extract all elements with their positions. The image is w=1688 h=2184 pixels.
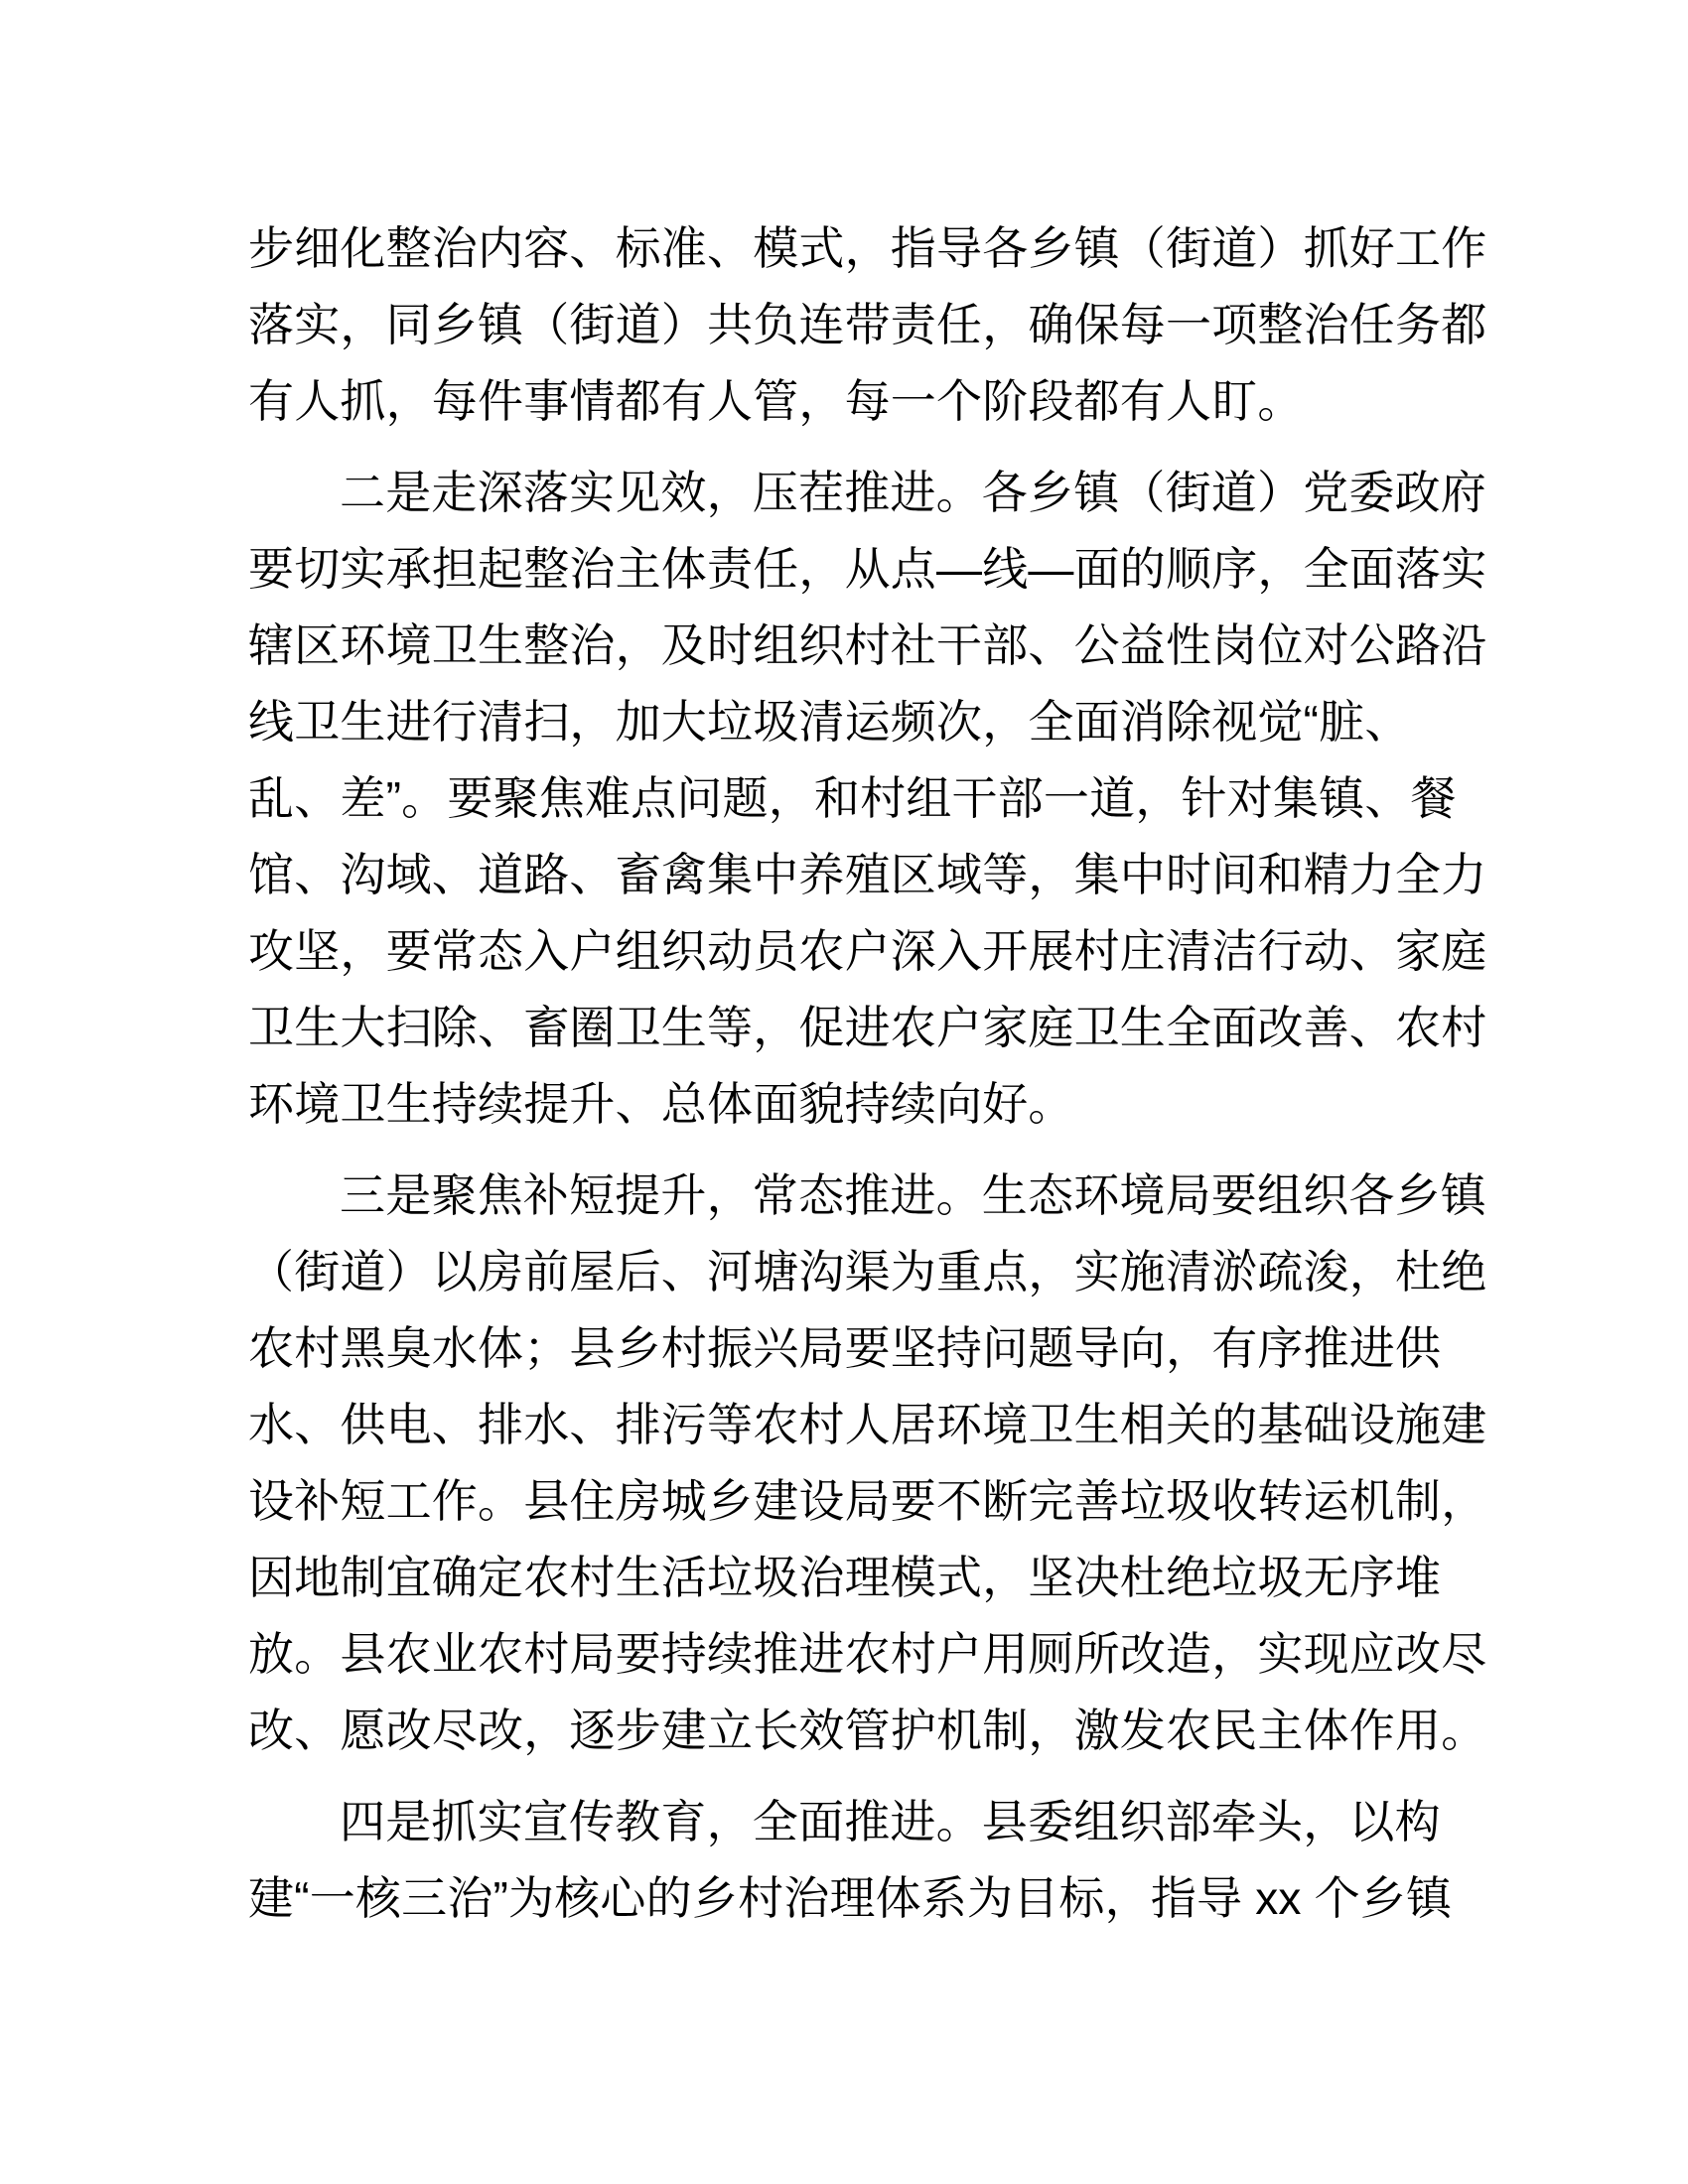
text-line: 攻坚，要常态入户组织动员农户深入开展村庄清洁行动、家庭 bbox=[248, 925, 1487, 977]
paragraph bbox=[248, 210, 1487, 440]
text-line: 卫生大扫除、畜圈卫生等，促进农户家庭卫生全面改善、农村 bbox=[248, 1002, 1487, 1053]
text-line: 乱、差”。要聚焦难点问题，和村组干部一道，针对集镇、餐 bbox=[248, 772, 1457, 824]
document-body bbox=[248, 210, 1487, 1937]
text-line: 步细化整治内容、标准、模式，指导各乡镇（街道）抓好工作 bbox=[248, 222, 1487, 274]
text-line: 设补短工作。县住房城乡建设局要不断完善垃圾收转运机制， bbox=[248, 1475, 1487, 1527]
text-line: 四是抓实宣传教育，全面推进。县委组织部牵头，以构 bbox=[340, 1796, 1441, 1847]
text-line: 环境卫生持续提升、总体面貌持续向好。 bbox=[248, 1078, 1074, 1130]
text-line: （街道）以房前屋后、河塘沟渠为重点，实施清淤疏浚，杜绝 bbox=[248, 1246, 1487, 1297]
paragraph bbox=[248, 455, 1487, 1143]
text-line: 有人抓，每件事情都有人管，每一个阶段都有人盯。 bbox=[248, 375, 1304, 427]
paragraph bbox=[248, 1158, 1487, 1769]
text-line: 因地制宜确定农村生活垃圾治理模式，坚决杜绝垃圾无序堆 bbox=[248, 1552, 1442, 1603]
text-line: 线卫生进行清扫，加大垃圾清运频次，全面消除视觉“脏、 bbox=[248, 696, 1411, 748]
text-line: 建“一核三治”为核心的乡村治理体系为目标，指导 xx 个乡镇 bbox=[248, 1872, 1453, 1924]
text-line: 馆、沟域、道路、畜禽集中养殖区域等，集中时间和精力全力 bbox=[248, 849, 1487, 900]
text-line: 农村黑臭水体；县乡村振兴局要坚持问题导向，有序推进供 bbox=[248, 1322, 1442, 1374]
text-line: 落实，同乡镇（街道）共负连带责任，确保每一项整治任务都 bbox=[248, 299, 1487, 350]
text-line: 要切实承担起整治主体责任，从点—线—面的顺序，全面落实 bbox=[248, 543, 1487, 595]
text-line: 放。县农业农村局要持续推进农村户用厕所改造，实现应改尽 bbox=[248, 1628, 1487, 1680]
text-line: 水、供电、排水、排污等农村人居环境卫生相关的基础设施建 bbox=[248, 1399, 1487, 1450]
text-line: 二是走深落实见效，压茬推进。各乡镇（街道）党委政府 bbox=[340, 467, 1486, 518]
text-line: 改、愿改尽改，逐步建立长效管护机制，激发农民主体作用。 bbox=[248, 1705, 1487, 1756]
text-line: 辖区环境卫生整治，及时组织村社干部、公益性岗位对公路沿 bbox=[248, 619, 1487, 671]
text-line: 三是聚焦补短提升，常态推进。生态环境局要组织各乡镇 bbox=[340, 1169, 1486, 1221]
paragraph bbox=[248, 1784, 1453, 1937]
